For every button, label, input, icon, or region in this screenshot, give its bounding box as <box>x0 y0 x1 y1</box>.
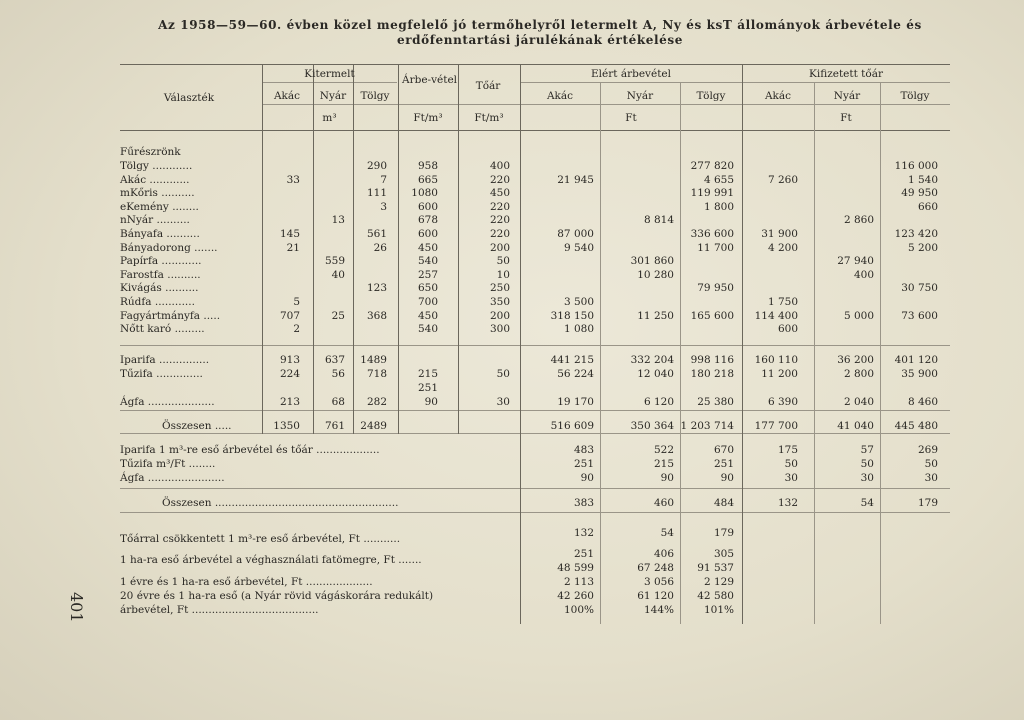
cell-ea: 3 500 <box>563 296 594 308</box>
cell-kn: 68 <box>331 396 345 408</box>
footer-en: 67 248 <box>637 562 674 574</box>
row-label: Nőtt karó ......... <box>120 323 205 336</box>
per-m3-ea: 483 <box>573 444 594 456</box>
row-label: Bányafa .......... <box>120 228 200 240</box>
footer-et: 42 580 <box>697 590 734 602</box>
header-fa: Akác <box>764 90 792 102</box>
per-m3-title: Iparifa 1 m³-re eső árbevétel és tőár ................... <box>120 444 380 456</box>
cell-et: 25 380 <box>697 396 734 408</box>
row-label: Kivágás .......... <box>120 282 199 295</box>
cell-toar: 200 <box>489 309 510 322</box>
per-m3-total-ea: 383 <box>573 497 594 509</box>
total-ft: 445 480 <box>894 420 938 432</box>
cell-et: 336 600 <box>690 228 734 240</box>
header-akac: Akác <box>273 90 301 102</box>
cell-arb: 958 <box>417 160 438 172</box>
rule-line <box>262 82 397 83</box>
rule-line <box>120 64 950 65</box>
cell-arb: 257 <box>417 268 438 281</box>
cell-arb: 450 <box>417 309 438 322</box>
per-m3-ft: 50 <box>924 458 938 470</box>
header-toar: Tőár <box>475 80 501 92</box>
cell-ka: 21 <box>286 241 300 254</box>
header-fn: Nyár <box>833 90 861 102</box>
footer-ea: 42 260 <box>557 590 594 602</box>
column-rule <box>742 64 743 624</box>
cell-kn: 40 <box>331 268 345 281</box>
cell-ea: 87 000 <box>557 228 594 240</box>
cell-fa: 114 400 <box>754 309 798 322</box>
cell-ka: 2 <box>293 323 300 336</box>
per-m3-fn: 50 <box>860 458 874 470</box>
footer-en: 144% <box>643 604 674 616</box>
header-ea: Akác <box>546 90 574 102</box>
rule-line <box>262 104 950 105</box>
cell-kt: 282 <box>366 396 387 408</box>
cell-fa: 7 260 <box>767 173 798 186</box>
cell-fa: 1 750 <box>767 296 798 308</box>
cell-et: 998 116 <box>690 354 734 366</box>
footer-ea: 48 599 <box>557 562 594 574</box>
per-m3-label: Ágfa ....................... <box>120 472 225 484</box>
cell-kt: 1489 <box>360 354 387 366</box>
rule-line <box>120 433 950 434</box>
cell-ft: 660 <box>917 200 938 213</box>
header-et: Tölgy <box>696 90 726 102</box>
cell-arb: 251 <box>417 382 438 394</box>
cell-ft: 5 200 <box>907 241 938 254</box>
cell-arb: 215 <box>417 368 438 380</box>
header-en: Nyár <box>626 90 654 102</box>
cell-ft: 35 900 <box>901 368 938 380</box>
cell-toar: 250 <box>489 282 510 295</box>
cell-toar: 50 <box>496 368 510 380</box>
rule-line <box>120 512 950 513</box>
cell-toar: 50 <box>496 255 510 268</box>
cell-et: 180 218 <box>690 368 734 380</box>
header-ft: Tölgy <box>900 90 930 102</box>
cell-ft: 116 000 <box>894 160 938 172</box>
per-m3-fn: 30 <box>860 472 874 484</box>
footer-et: 2 129 <box>703 576 734 588</box>
cell-kt: 290 <box>366 160 387 172</box>
per-m3-et: 670 <box>713 444 734 456</box>
cell-toar: 220 <box>489 214 510 227</box>
per-m3-total-et: 484 <box>713 497 734 509</box>
header-tolgy: Tölgy <box>360 90 390 102</box>
rule-line <box>520 82 950 83</box>
cell-kt: 561 <box>366 228 387 240</box>
per-m3-ea: 90 <box>580 472 594 484</box>
rule-line <box>120 345 950 346</box>
cell-toar: 220 <box>489 173 510 186</box>
unit-ftm3: Ft/m³ <box>413 112 443 124</box>
cell-ka: 224 <box>279 368 300 380</box>
row-label: Ágfa .................... <box>120 396 215 408</box>
cell-en: 12 040 <box>637 368 674 380</box>
unit-ft1: Ft <box>625 112 637 124</box>
footer-ea: 132 <box>573 527 594 539</box>
footer-en: 406 <box>653 548 674 560</box>
cell-ft: 49 950 <box>901 187 938 200</box>
total-et: 1 203 714 <box>680 420 734 432</box>
row-label: eKemény ........ <box>120 200 199 213</box>
per-m3-ft: 30 <box>924 472 938 484</box>
cell-ea: 56 224 <box>557 368 594 380</box>
cell-kt: 26 <box>373 241 387 254</box>
cell-ft: 30 750 <box>901 282 938 295</box>
per-m3-en: 522 <box>653 444 674 456</box>
cell-kn: 13 <box>331 214 345 227</box>
per-m3-total-label: Összesen ....................................................... <box>162 497 399 509</box>
cell-ft: 8 460 <box>907 396 938 408</box>
cell-en: 8 814 <box>643 214 674 227</box>
row-label: Rúdfa ............ <box>120 296 195 308</box>
cell-fn: 2 860 <box>843 214 874 227</box>
cell-fn: 2 040 <box>843 396 874 408</box>
total-ka: 1350 <box>273 420 300 432</box>
cell-ea: 9 540 <box>563 241 594 254</box>
cell-en: 332 204 <box>630 354 674 366</box>
cell-et: 79 950 <box>697 282 734 295</box>
row-label: Fagyártmányfa ..... <box>120 309 221 322</box>
cell-fn: 2 800 <box>843 368 874 380</box>
footer-et: 305 <box>713 548 734 560</box>
footer-label: 20 évre és 1 ha-ra eső (a Nyár rövid vágáskorára redukált) <box>120 590 434 602</box>
cell-arb: 650 <box>417 282 438 295</box>
per-m3-fn: 57 <box>860 444 874 456</box>
cell-en: 301 860 <box>630 255 674 268</box>
row-label: Tűzifa .............. <box>120 368 203 380</box>
total-label: Összesen ..... <box>162 420 232 432</box>
cell-fa: 11 200 <box>761 368 798 380</box>
header-kifizetett: Kifizetett tőár <box>809 68 883 80</box>
total-fn: 41 040 <box>837 420 874 432</box>
total-en: 350 364 <box>630 420 674 432</box>
cell-kn: 637 <box>324 354 345 366</box>
cell-toar: 10 <box>496 268 510 281</box>
cell-et: 4 655 <box>703 173 734 186</box>
cell-kn: 56 <box>331 368 345 380</box>
cell-kn: 559 <box>324 255 345 268</box>
cell-ka: 33 <box>286 173 300 186</box>
row-label: mKőris .......... <box>120 187 195 200</box>
unit-ftm3b: Ft/m³ <box>474 112 504 124</box>
cell-et: 277 820 <box>690 160 734 172</box>
row-label: Iparifa ............... <box>120 354 210 366</box>
cell-et: 1 800 <box>703 200 734 213</box>
footer-en: 3 056 <box>643 576 674 588</box>
cell-kt: 3 <box>380 200 387 213</box>
cell-fn: 400 <box>853 268 874 281</box>
cell-toar: 400 <box>489 160 510 172</box>
rule-line <box>120 410 950 411</box>
row-label: Farostfa .......... <box>120 268 201 281</box>
cell-toar: 450 <box>489 187 510 200</box>
group-label: Fűrészrönk <box>120 146 181 158</box>
cell-kt: 111 <box>366 187 387 200</box>
row-label: Papírfa ............ <box>120 255 202 268</box>
cell-toar: 350 <box>489 296 510 308</box>
cell-arb: 450 <box>417 241 438 254</box>
cell-arb: 540 <box>417 323 438 336</box>
cell-toar: 220 <box>489 200 510 213</box>
row-label: Akác ............ <box>120 173 190 186</box>
cell-arb: 540 <box>417 255 438 268</box>
cell-arb: 700 <box>417 296 438 308</box>
cell-ea: 21 945 <box>557 173 594 186</box>
cell-en: 6 120 <box>643 396 674 408</box>
per-m3-et: 90 <box>720 472 734 484</box>
cell-toar: 200 <box>489 241 510 254</box>
cell-toar: 300 <box>489 323 510 336</box>
per-m3-total-en: 460 <box>653 497 674 509</box>
per-m3-fa: 30 <box>784 472 798 484</box>
cell-ft: 1 540 <box>907 173 938 186</box>
cell-ea: 441 215 <box>550 354 594 366</box>
cell-et: 11 700 <box>697 241 734 254</box>
cell-ka: 145 <box>279 228 300 240</box>
rule-line <box>120 130 950 131</box>
per-m3-total-fa: 132 <box>777 497 798 509</box>
per-m3-en: 90 <box>660 472 674 484</box>
total-fa: 177 700 <box>754 420 798 432</box>
footer-en: 54 <box>660 527 674 539</box>
cell-ft: 73 600 <box>901 309 938 322</box>
cell-ka: 213 <box>279 396 300 408</box>
footer-ea: 251 <box>573 548 594 560</box>
cell-ft: 123 420 <box>894 228 938 240</box>
total-kt: 2489 <box>360 420 387 432</box>
cell-fa: 6 390 <box>767 396 798 408</box>
footer-label: Tőárral csökkentett 1 m³-re eső árbevétel, Ft ........... <box>120 533 401 545</box>
footer-label: árbevétel, Ft ...................................... <box>120 604 319 616</box>
per-m3-et: 251 <box>713 458 734 470</box>
cell-en: 11 250 <box>637 309 674 322</box>
cell-et: 165 600 <box>690 309 734 322</box>
per-m3-total-fn: 54 <box>860 497 874 509</box>
cell-et: 119 991 <box>690 187 734 200</box>
cell-ka: 5 <box>293 296 300 308</box>
cell-fa: 31 900 <box>761 228 798 240</box>
header-elert: Elért árbevétel <box>591 68 671 80</box>
cell-arb: 600 <box>417 228 438 240</box>
row-label: Bányadorong ....... <box>120 241 218 254</box>
row-label: Tölgy ............ <box>120 160 193 172</box>
per-m3-fa: 175 <box>777 444 798 456</box>
per-m3-total-ft: 179 <box>917 497 938 509</box>
cell-arb: 665 <box>417 173 438 186</box>
cell-ka: 913 <box>279 354 300 366</box>
cell-kt: 123 <box>366 282 387 295</box>
total-ea: 516 609 <box>550 420 594 432</box>
cell-ea: 19 170 <box>557 396 594 408</box>
per-m3-ft: 269 <box>917 444 938 456</box>
cell-arb: 1080 <box>411 187 438 200</box>
page-number: 401 <box>67 592 86 623</box>
cell-toar: 220 <box>489 228 510 240</box>
cell-arb: 600 <box>417 200 438 213</box>
per-m3-en: 215 <box>653 458 674 470</box>
cell-arb: 678 <box>417 214 438 227</box>
cell-kt: 7 <box>380 173 387 186</box>
footer-en: 61 120 <box>637 590 674 602</box>
footer-label: 1 évre és 1 ha-ra eső árbevétel, Ft .................... <box>120 576 373 588</box>
per-m3-fa: 50 <box>784 458 798 470</box>
footer-et: 101% <box>703 604 734 616</box>
page-title: Az 1958—59—60. évben közel megfelelő jó termőhelyről letermelt A, Ny és ksT állományok árbevétele és erdőfenntartási járulékának értékelése <box>158 18 922 47</box>
unit-m3: m³ <box>322 112 337 124</box>
cell-kn: 25 <box>331 309 345 322</box>
cell-kt: 368 <box>366 309 387 322</box>
rule-line <box>120 488 950 489</box>
cell-ka: 707 <box>279 309 300 322</box>
cell-ea: 318 150 <box>550 309 594 322</box>
cell-ea: 1 080 <box>563 323 594 336</box>
cell-fa: 600 <box>777 323 798 336</box>
footer-ea: 100% <box>563 604 594 616</box>
cell-fa: 160 110 <box>754 354 798 366</box>
row-label: nNyár .......... <box>120 214 190 227</box>
unit-ft2: Ft <box>840 112 852 124</box>
cell-fn: 36 200 <box>837 354 874 366</box>
footer-label: 1 ha-ra eső árbevétel a véghasználati fatömegre, Ft ....... <box>120 554 422 566</box>
cell-fa: 4 200 <box>767 241 798 254</box>
cell-toar: 30 <box>496 396 510 408</box>
cell-arb: 90 <box>424 396 438 408</box>
cell-en: 10 280 <box>637 268 674 281</box>
header-valaszek: Választék <box>163 92 215 104</box>
column-rule <box>520 434 521 624</box>
footer-ea: 2 113 <box>563 576 594 588</box>
header-nyar: Nyár <box>319 90 347 102</box>
cell-fn: 27 940 <box>837 255 874 268</box>
per-m3-label: Tűzifa m³/Ft ........ <box>120 458 216 470</box>
footer-et: 179 <box>713 527 734 539</box>
cell-ft: 401 120 <box>894 354 938 366</box>
total-kn: 761 <box>324 420 345 432</box>
header-arbevetel: Árbe-vétel <box>402 74 458 86</box>
cell-fn: 5 000 <box>843 309 874 322</box>
per-m3-ea: 251 <box>573 458 594 470</box>
header-kitermelt: Kitermelt <box>304 68 355 80</box>
footer-et: 91 537 <box>697 562 734 574</box>
cell-kt: 718 <box>366 368 387 380</box>
